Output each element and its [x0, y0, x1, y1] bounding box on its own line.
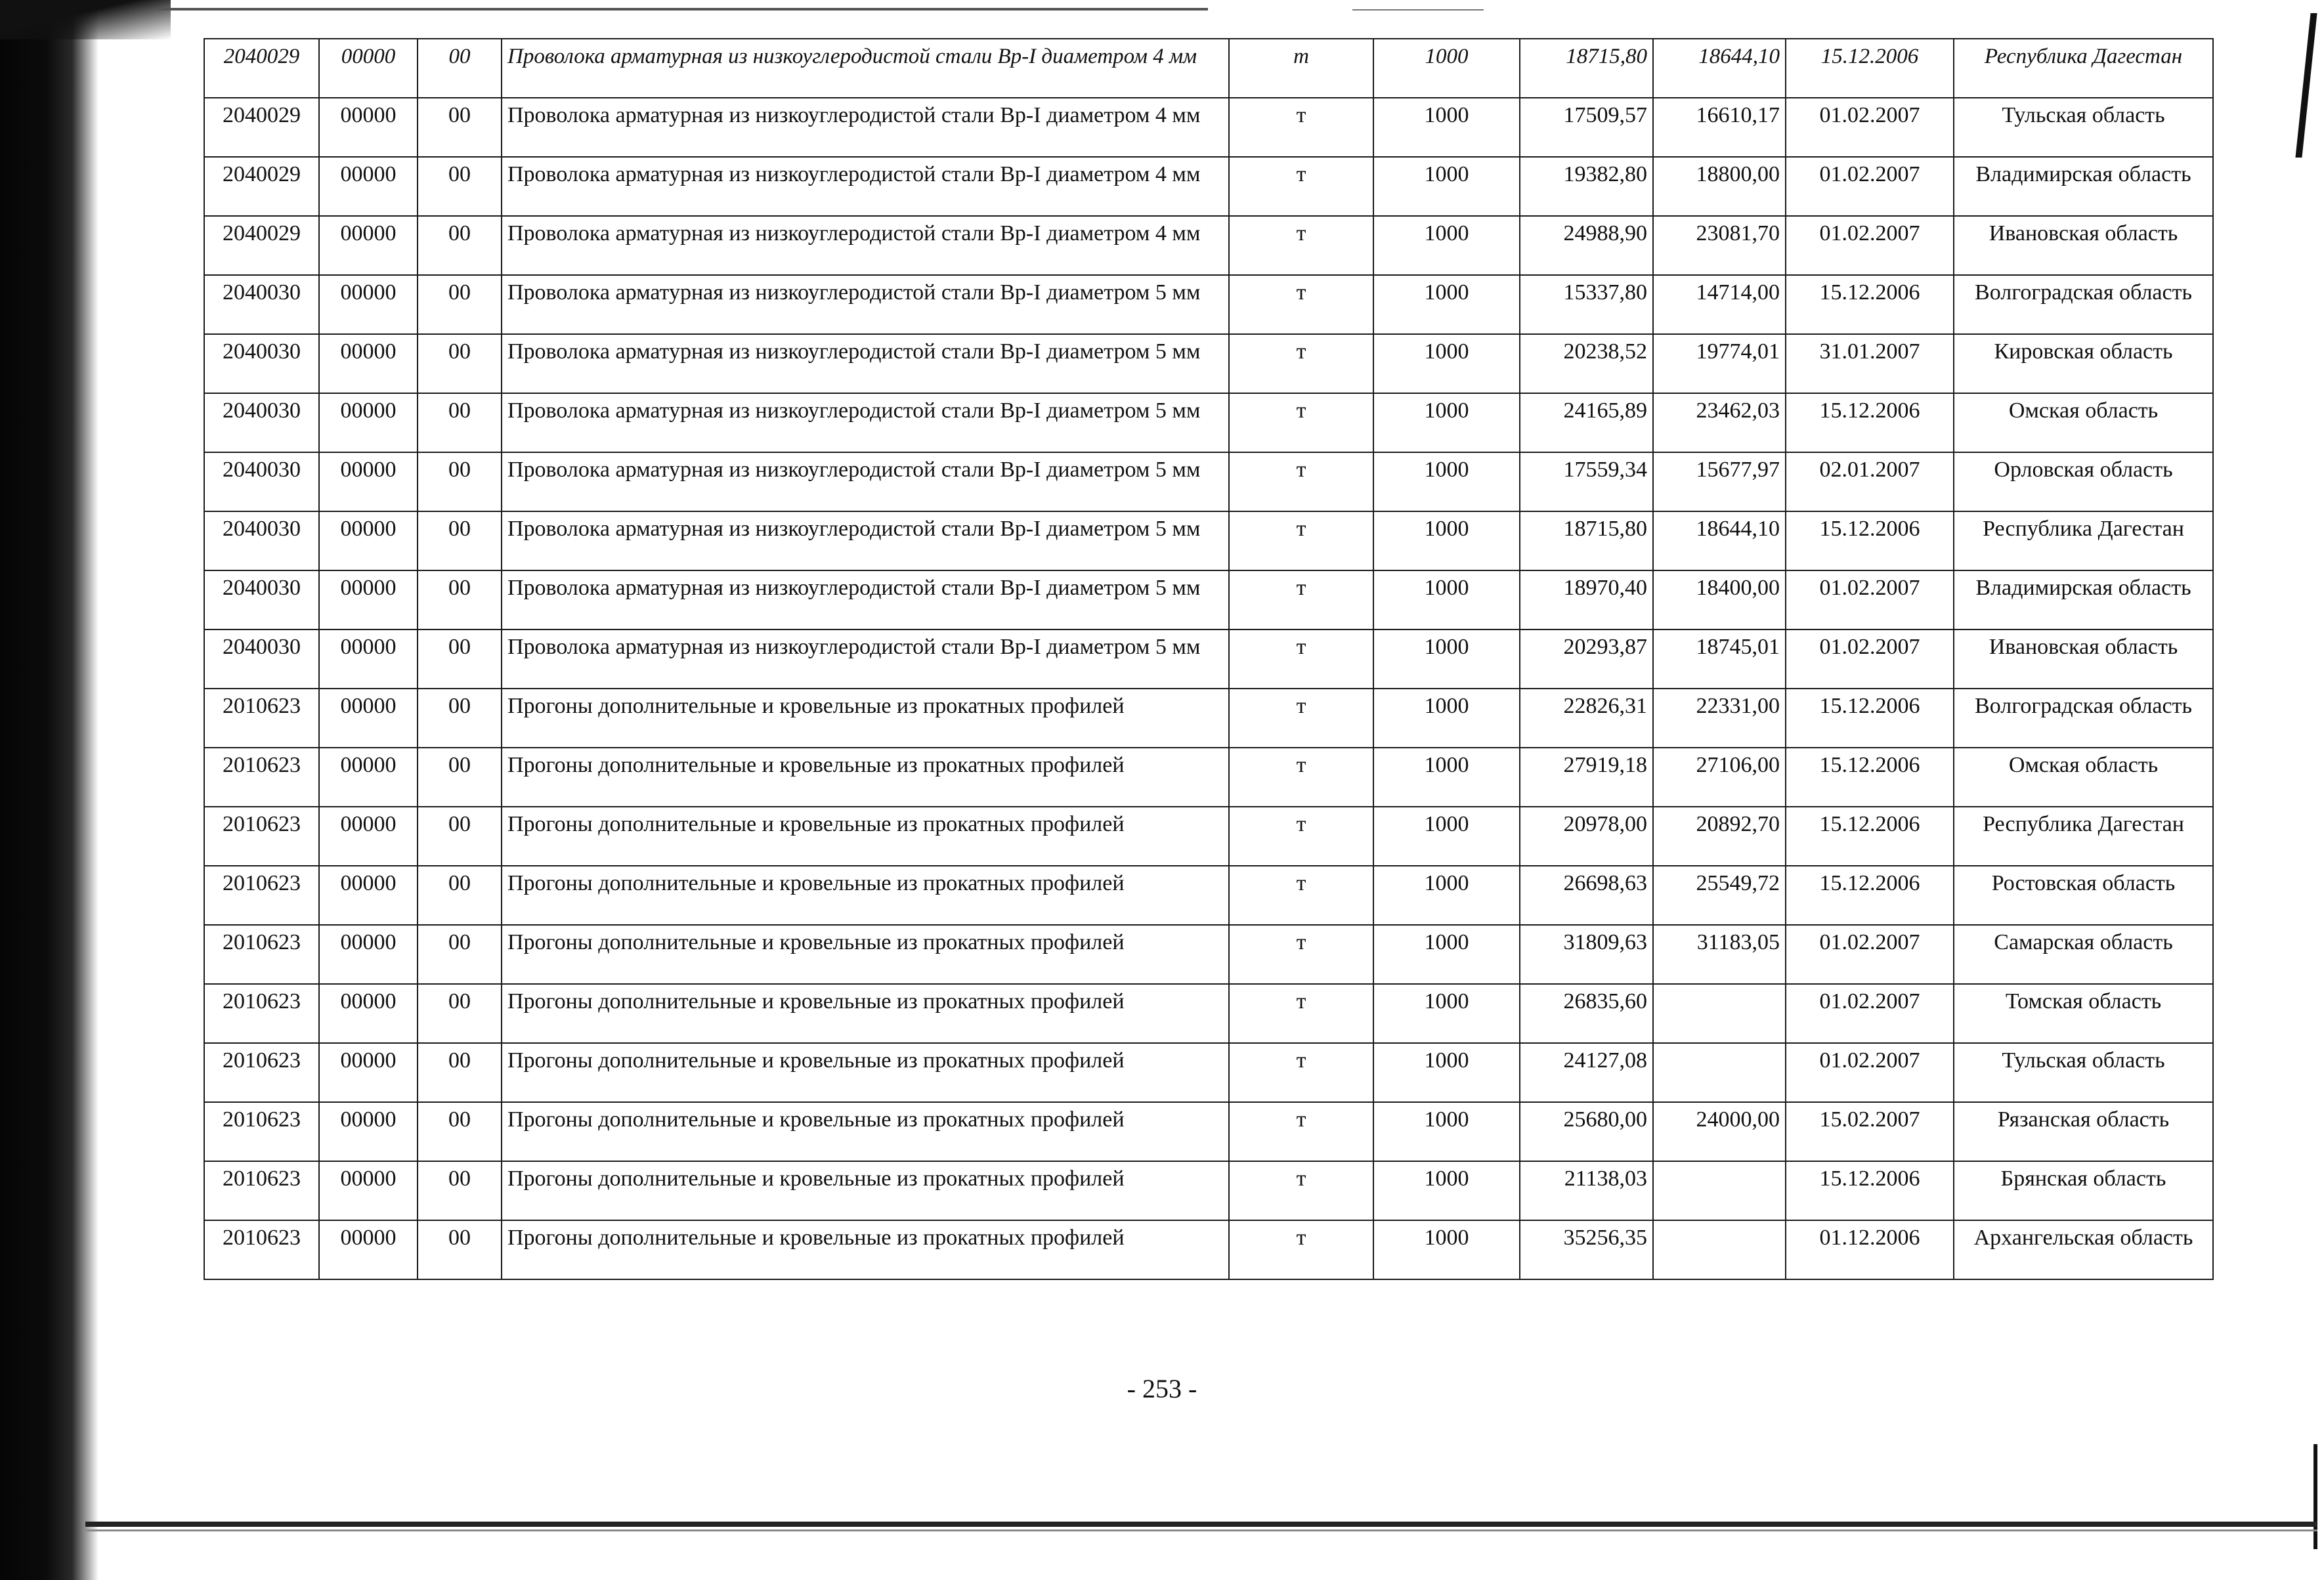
row-region: Республика Дагестан [1954, 807, 2213, 866]
row-region: Владимирская область [1954, 157, 2213, 216]
table-row [204, 275, 2213, 334]
row-unit: т [1229, 452, 1373, 511]
row-region: Тульская область [1954, 1043, 2213, 1102]
row-quantity: 1000 [1373, 1220, 1520, 1279]
table-row [204, 39, 2213, 98]
row-quantity: 1000 [1373, 866, 1520, 925]
row-price-2: 22331,00 [1653, 689, 1786, 748]
row-name: Проволока арматурная из низкоуглеродистой стали Вр-I диаметром 4 мм [502, 39, 1229, 98]
row-suffix: 00 [418, 1161, 502, 1220]
row-subcode: 00000 [319, 334, 418, 393]
row-suffix: 00 [418, 1043, 502, 1102]
row-quantity: 1000 [1373, 157, 1520, 216]
row-price-2: 24000,00 [1653, 1102, 1786, 1161]
row-date: 15.12.2006 [1786, 807, 1954, 866]
row-price-1: 26698,63 [1520, 866, 1653, 925]
row-date: 15.12.2006 [1786, 393, 1954, 452]
row-price-1: 27919,18 [1520, 748, 1653, 807]
row-date: 01.02.2007 [1786, 98, 1954, 157]
row-suffix: 00 [418, 807, 502, 866]
row-suffix: 00 [418, 39, 502, 98]
row-name: Проволока арматурная из низкоуглеродистой стали Вр-I диаметром 5 мм [502, 570, 1229, 630]
row-price-2 [1653, 1043, 1786, 1102]
table-row [204, 748, 2213, 807]
row-name: Прогоны дополнительные и кровельные из прокатных профилей [502, 925, 1229, 984]
row-suffix: 00 [418, 866, 502, 925]
table-row [204, 157, 2213, 216]
row-code: 2040030 [204, 452, 319, 511]
row-quantity: 1000 [1373, 689, 1520, 748]
row-name: Прогоны дополнительные и кровельные из прокатных профилей [502, 866, 1229, 925]
row-quantity: 1000 [1373, 511, 1520, 570]
row-subcode: 00000 [319, 1161, 418, 1220]
row-name: Прогоны дополнительные и кровельные из прокатных профилей [502, 748, 1229, 807]
row-price-1: 19382,80 [1520, 157, 1653, 216]
row-subcode: 00000 [319, 216, 418, 275]
row-region: Волгоградская область [1954, 689, 2213, 748]
row-date: 15.12.2006 [1786, 511, 1954, 570]
row-region: Владимирская область [1954, 570, 2213, 630]
row-name: Проволока арматурная из низкоуглеродистой стали Вр-I диаметром 5 мм [502, 511, 1229, 570]
row-quantity: 1000 [1373, 630, 1520, 689]
row-suffix: 00 [418, 630, 502, 689]
row-quantity: 1000 [1373, 984, 1520, 1043]
row-subcode: 00000 [319, 1220, 418, 1279]
row-region: Омская область [1954, 748, 2213, 807]
row-quantity: 1000 [1373, 570, 1520, 630]
row-subcode: 00000 [319, 866, 418, 925]
row-subcode: 00000 [319, 1043, 418, 1102]
row-price-2: 25549,72 [1653, 866, 1786, 925]
row-suffix: 00 [418, 157, 502, 216]
row-region: Рязанская область [1954, 1102, 2213, 1161]
table-row [204, 630, 2213, 689]
row-price-1: 21138,03 [1520, 1161, 1653, 1220]
row-date: 01.02.2007 [1786, 216, 1954, 275]
row-unit: т [1229, 570, 1373, 630]
row-name: Прогоны дополнительные и кровельные из прокатных профилей [502, 1220, 1229, 1279]
row-region: Орловская область [1954, 452, 2213, 511]
row-price-1: 20238,52 [1520, 334, 1653, 393]
table-row [204, 570, 2213, 630]
row-name: Прогоны дополнительные и кровельные из прокатных профилей [502, 689, 1229, 748]
row-date: 31.01.2007 [1786, 334, 1954, 393]
row-subcode: 00000 [319, 630, 418, 689]
row-name: Проволока арматурная из низкоуглеродистой стали Вр-I диаметром 5 мм [502, 275, 1229, 334]
row-price-1: 20293,87 [1520, 630, 1653, 689]
row-price-2: 18745,01 [1653, 630, 1786, 689]
row-subcode: 00000 [319, 1102, 418, 1161]
row-date: 01.02.2007 [1786, 1043, 1954, 1102]
row-region: Архангельская область [1954, 1220, 2213, 1279]
row-date: 01.02.2007 [1786, 984, 1954, 1043]
row-unit: т [1229, 511, 1373, 570]
row-unit: т [1229, 984, 1373, 1043]
row-suffix: 00 [418, 452, 502, 511]
row-price-2: 23081,70 [1653, 216, 1786, 275]
table-row [204, 689, 2213, 748]
row-unit: т [1229, 98, 1373, 157]
row-unit: т [1229, 748, 1373, 807]
row-unit: т [1229, 393, 1373, 452]
row-unit: т [1229, 1102, 1373, 1161]
row-price-1: 24165,89 [1520, 393, 1653, 452]
row-subcode: 00000 [319, 393, 418, 452]
row-code: 2040029 [204, 157, 319, 216]
row-date: 01.12.2006 [1786, 1220, 1954, 1279]
row-price-2: 27106,00 [1653, 748, 1786, 807]
row-price-2: 16610,17 [1653, 98, 1786, 157]
row-unit: т [1229, 807, 1373, 866]
row-region: Ивановская область [1954, 216, 2213, 275]
row-subcode: 00000 [319, 98, 418, 157]
row-name: Проволока арматурная из низкоуглеродистой стали Вр-I диаметром 5 мм [502, 630, 1229, 689]
table-row [204, 1161, 2213, 1220]
row-price-1: 31809,63 [1520, 925, 1653, 984]
row-price-1: 20978,00 [1520, 807, 1653, 866]
row-name: Прогоны дополнительные и кровельные из прокатных профилей [502, 1102, 1229, 1161]
row-suffix: 00 [418, 925, 502, 984]
row-code: 2010623 [204, 807, 319, 866]
row-code: 2040029 [204, 39, 319, 98]
scan-mark-right-bottom [2313, 1444, 2317, 1549]
row-name: Проволока арматурная из низкоуглеродистой стали Вр-I диаметром 4 мм [502, 157, 1229, 216]
row-region: Брянская область [1954, 1161, 2213, 1220]
row-name: Проволока арматурная из низкоуглеродистой стали Вр-I диаметром 5 мм [502, 452, 1229, 511]
row-code: 2040030 [204, 275, 319, 334]
row-unit: т [1229, 39, 1373, 98]
row-subcode: 00000 [319, 511, 418, 570]
table-row [204, 984, 2213, 1043]
row-suffix: 00 [418, 984, 502, 1043]
row-unit: т [1229, 925, 1373, 984]
scan-line-bottom-thin [85, 1529, 2317, 1531]
row-quantity: 1000 [1373, 393, 1520, 452]
row-price-1: 18715,80 [1520, 39, 1653, 98]
row-unit: т [1229, 630, 1373, 689]
row-code: 2010623 [204, 984, 319, 1043]
scan-edge-corner [0, 0, 171, 39]
price-table-body [204, 39, 2213, 1279]
row-subcode: 00000 [319, 984, 418, 1043]
row-price-2: 31183,05 [1653, 925, 1786, 984]
row-code: 2010623 [204, 1043, 319, 1102]
scan-line-top [158, 8, 1208, 11]
row-region: Республика Дагестан [1954, 39, 2213, 98]
row-unit: т [1229, 1220, 1373, 1279]
row-code: 2010623 [204, 866, 319, 925]
row-name: Проволока арматурная из низкоуглеродистой стали Вр-I диаметром 5 мм [502, 393, 1229, 452]
row-unit: т [1229, 334, 1373, 393]
row-suffix: 00 [418, 334, 502, 393]
table-row [204, 925, 2213, 984]
row-date: 15.12.2006 [1786, 689, 1954, 748]
row-price-1: 35256,35 [1520, 1220, 1653, 1279]
row-unit: т [1229, 216, 1373, 275]
table-row [204, 1043, 2213, 1102]
row-unit: т [1229, 866, 1373, 925]
row-quantity: 1000 [1373, 1043, 1520, 1102]
row-date: 01.02.2007 [1786, 630, 1954, 689]
row-code: 2010623 [204, 1161, 319, 1220]
row-unit: т [1229, 157, 1373, 216]
table-row [204, 216, 2213, 275]
row-suffix: 00 [418, 689, 502, 748]
row-code: 2010623 [204, 925, 319, 984]
page-number: - 253 - [1127, 1374, 1197, 1403]
row-region: Тульская область [1954, 98, 2213, 157]
row-name: Прогоны дополнительные и кровельные из прокатных профилей [502, 807, 1229, 866]
row-price-2: 18644,10 [1653, 511, 1786, 570]
row-date: 02.01.2007 [1786, 452, 1954, 511]
row-price-2: 15677,97 [1653, 452, 1786, 511]
row-suffix: 00 [418, 511, 502, 570]
row-code: 2040030 [204, 630, 319, 689]
row-price-2: 18400,00 [1653, 570, 1786, 630]
row-suffix: 00 [418, 748, 502, 807]
row-date: 15.02.2007 [1786, 1102, 1954, 1161]
scan-line-bottom [85, 1522, 2317, 1527]
table-row [204, 807, 2213, 866]
row-price-1: 25680,00 [1520, 1102, 1653, 1161]
row-name: Прогоны дополнительные и кровельные из прокатных профилей [502, 1043, 1229, 1102]
row-price-2 [1653, 1220, 1786, 1279]
row-price-1: 22826,31 [1520, 689, 1653, 748]
table-row [204, 1102, 2213, 1161]
row-date: 15.12.2006 [1786, 748, 1954, 807]
row-date: 01.02.2007 [1786, 157, 1954, 216]
scan-edge-left [0, 0, 98, 1580]
row-quantity: 1000 [1373, 1102, 1520, 1161]
row-unit: т [1229, 1161, 1373, 1220]
row-code: 2010623 [204, 748, 319, 807]
row-region: Республика Дагестан [1954, 511, 2213, 570]
row-code: 2040030 [204, 511, 319, 570]
row-price-1: 26835,60 [1520, 984, 1653, 1043]
row-subcode: 00000 [319, 275, 418, 334]
row-price-1: 17559,34 [1520, 452, 1653, 511]
row-code: 2010623 [204, 689, 319, 748]
row-code: 2010623 [204, 1220, 319, 1279]
row-code: 2040029 [204, 216, 319, 275]
row-quantity: 1000 [1373, 748, 1520, 807]
row-region: Ивановская область [1954, 630, 2213, 689]
row-price-1: 24988,90 [1520, 216, 1653, 275]
row-quantity: 1000 [1373, 98, 1520, 157]
row-subcode: 00000 [319, 925, 418, 984]
row-region: Ростовская область [1954, 866, 2213, 925]
row-unit: т [1229, 1043, 1373, 1102]
row-code: 2010623 [204, 1102, 319, 1161]
row-subcode: 00000 [319, 748, 418, 807]
row-unit: т [1229, 275, 1373, 334]
row-suffix: 00 [418, 275, 502, 334]
row-price-1: 18970,40 [1520, 570, 1653, 630]
row-price-1: 15337,80 [1520, 275, 1653, 334]
table-row [204, 98, 2213, 157]
row-quantity: 1000 [1373, 39, 1520, 98]
table-row [204, 393, 2213, 452]
row-suffix: 00 [418, 1220, 502, 1279]
row-suffix: 00 [418, 393, 502, 452]
table-row [204, 334, 2213, 393]
row-name: Проволока арматурная из низкоуглеродистой стали Вр-I диаметром 4 мм [502, 98, 1229, 157]
row-region: Волгоградская область [1954, 275, 2213, 334]
row-code: 2040029 [204, 98, 319, 157]
row-price-2: 23462,03 [1653, 393, 1786, 452]
row-date: 01.02.2007 [1786, 570, 1954, 630]
row-code: 2040030 [204, 393, 319, 452]
table-row [204, 452, 2213, 511]
row-code: 2040030 [204, 334, 319, 393]
row-quantity: 1000 [1373, 452, 1520, 511]
row-date: 01.02.2007 [1786, 925, 1954, 984]
row-region: Томская область [1954, 984, 2213, 1043]
row-name: Проволока арматурная из низкоуглеродистой стали Вр-I диаметром 4 мм [502, 216, 1229, 275]
row-code: 2040030 [204, 570, 319, 630]
scan-mark-right-top [2295, 13, 2317, 158]
row-price-2: 18800,00 [1653, 157, 1786, 216]
row-suffix: 00 [418, 216, 502, 275]
price-table [204, 38, 2214, 1280]
row-quantity: 1000 [1373, 807, 1520, 866]
row-name: Прогоны дополнительные и кровельные из прокатных профилей [502, 984, 1229, 1043]
row-name: Проволока арматурная из низкоуглеродистой стали Вр-I диаметром 5 мм [502, 334, 1229, 393]
row-price-2 [1653, 984, 1786, 1043]
row-subcode: 00000 [319, 689, 418, 748]
row-name: Прогоны дополнительные и кровельные из прокатных профилей [502, 1161, 1229, 1220]
row-date: 15.12.2006 [1786, 275, 1954, 334]
row-price-2: 14714,00 [1653, 275, 1786, 334]
row-suffix: 00 [418, 570, 502, 630]
row-price-1: 18715,80 [1520, 511, 1653, 570]
row-quantity: 1000 [1373, 275, 1520, 334]
row-quantity: 1000 [1373, 334, 1520, 393]
table-row [204, 511, 2213, 570]
row-price-2: 19774,01 [1653, 334, 1786, 393]
row-quantity: 1000 [1373, 925, 1520, 984]
row-subcode: 00000 [319, 452, 418, 511]
row-suffix: 00 [418, 1102, 502, 1161]
row-price-1: 24127,08 [1520, 1043, 1653, 1102]
row-price-2: 18644,10 [1653, 39, 1786, 98]
row-subcode: 00000 [319, 807, 418, 866]
row-unit: т [1229, 689, 1373, 748]
row-suffix: 00 [418, 98, 502, 157]
row-region: Самарская область [1954, 925, 2213, 984]
row-region: Кировская область [1954, 334, 2213, 393]
row-date: 15.12.2006 [1786, 866, 1954, 925]
row-subcode: 00000 [319, 157, 418, 216]
row-price-2: 20892,70 [1653, 807, 1786, 866]
row-date: 15.12.2006 [1786, 1161, 1954, 1220]
row-region: Омская область [1954, 393, 2213, 452]
table-row [204, 1220, 2213, 1279]
row-price-1: 17509,57 [1520, 98, 1653, 157]
row-quantity: 1000 [1373, 1161, 1520, 1220]
row-subcode: 00000 [319, 39, 418, 98]
row-price-2 [1653, 1161, 1786, 1220]
table-row [204, 866, 2213, 925]
row-date: 15.12.2006 [1786, 39, 1954, 98]
row-subcode: 00000 [319, 570, 418, 630]
scan-line-top-short [1352, 9, 1484, 11]
row-quantity: 1000 [1373, 216, 1520, 275]
